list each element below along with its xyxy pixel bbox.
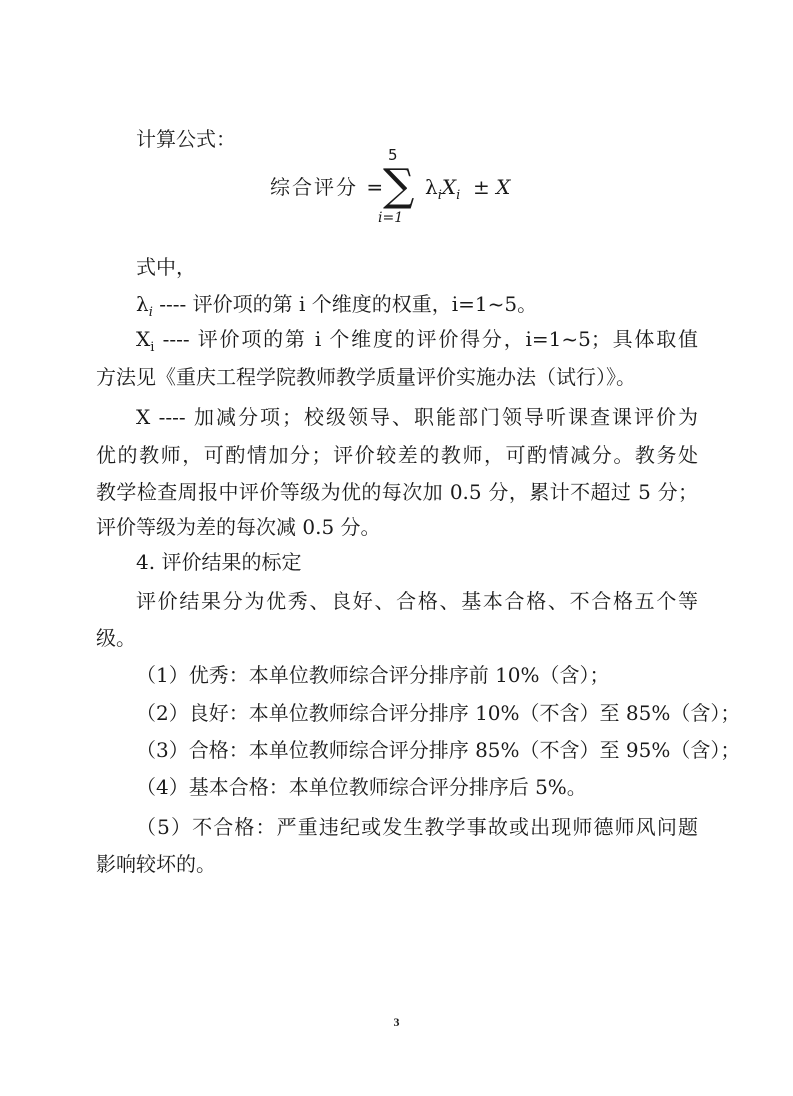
- intro-line1: 评价结果分为优秀、良好、合格、基本合格、不合格五个等: [136, 589, 698, 613]
- section-title: 4. 评价结果的标定: [136, 550, 302, 574]
- lambda-text: ---- 评价项的第 i 个维度的权重，i=1~5。: [152, 292, 538, 316]
- grade-item-good: （2）良好：本单位教师综合评分排序 10%（不含）至 85%（含）；: [136, 701, 741, 725]
- formula-heading: 计算公式：: [136, 127, 236, 151]
- grade-item-unqualified-line2: 影响较坏的。: [96, 852, 216, 876]
- formula-block: [270, 146, 530, 230]
- formula-lhs: 综合评分 =: [270, 175, 386, 199]
- x-symbol: X: [136, 327, 151, 351]
- definition-pm-line4: 评价等级为差的每次减 0.5 分。: [96, 515, 381, 539]
- sum-lower-bound: i=1: [378, 210, 404, 226]
- definition-pm-line1: X ---- 加减分项；校级领导、职能部门领导听课查课评价为: [136, 405, 698, 429]
- formula-lambda: λ: [425, 175, 438, 199]
- grade-item-qualified: （3）合格：本单位教师综合评分排序 85%（不含）至 95%（含）；: [136, 738, 741, 762]
- lambda-subscript: i: [148, 305, 153, 320]
- where-label: 式中，: [136, 255, 196, 279]
- x-subscript: i: [150, 340, 155, 355]
- formula-x-sub: i: [456, 188, 461, 203]
- definition-lambda: [136, 289, 698, 328]
- sum-upper-bound: 5: [388, 146, 398, 164]
- grade-item-basic: （4）基本合格：本单位教师综合评分排序后 5%。: [136, 775, 587, 799]
- definition-x-line2: 方法见《重庆工程学院教师教学质量评价实施办法（试行）》。: [96, 365, 636, 389]
- definition-pm-line2: 优的教师，可酌情加分；评价较差的教师，可酌情减分。教务处: [96, 443, 698, 467]
- lambda-symbol: λ: [136, 292, 149, 316]
- formula-x: X: [441, 175, 457, 199]
- definition-x-line1: [136, 324, 698, 363]
- definition-pm-line3: 教学检查周报中评价等级为优的每次加 0.5 分，累计不超过 5 分；: [96, 480, 698, 504]
- x-text: ---- 评价项的第 i 个维度的评价得分，i=1~5；具体取值: [154, 327, 698, 351]
- formula-lambda-sub: i: [437, 188, 442, 203]
- grade-item-unqualified-line1: （5）不合格：严重违纪或发生教学事故或出现师德师风问题: [136, 815, 698, 839]
- grade-item-excellent: （1）优秀：本单位教师综合评分排序前 10%（含）；: [136, 663, 610, 687]
- formula-tail: ± X: [473, 175, 511, 199]
- summation-icon: ∑: [383, 160, 415, 211]
- intro-line2: 级。: [96, 626, 136, 650]
- formula-rhs: [425, 172, 510, 211]
- page-number: 3: [393, 1015, 400, 1029]
